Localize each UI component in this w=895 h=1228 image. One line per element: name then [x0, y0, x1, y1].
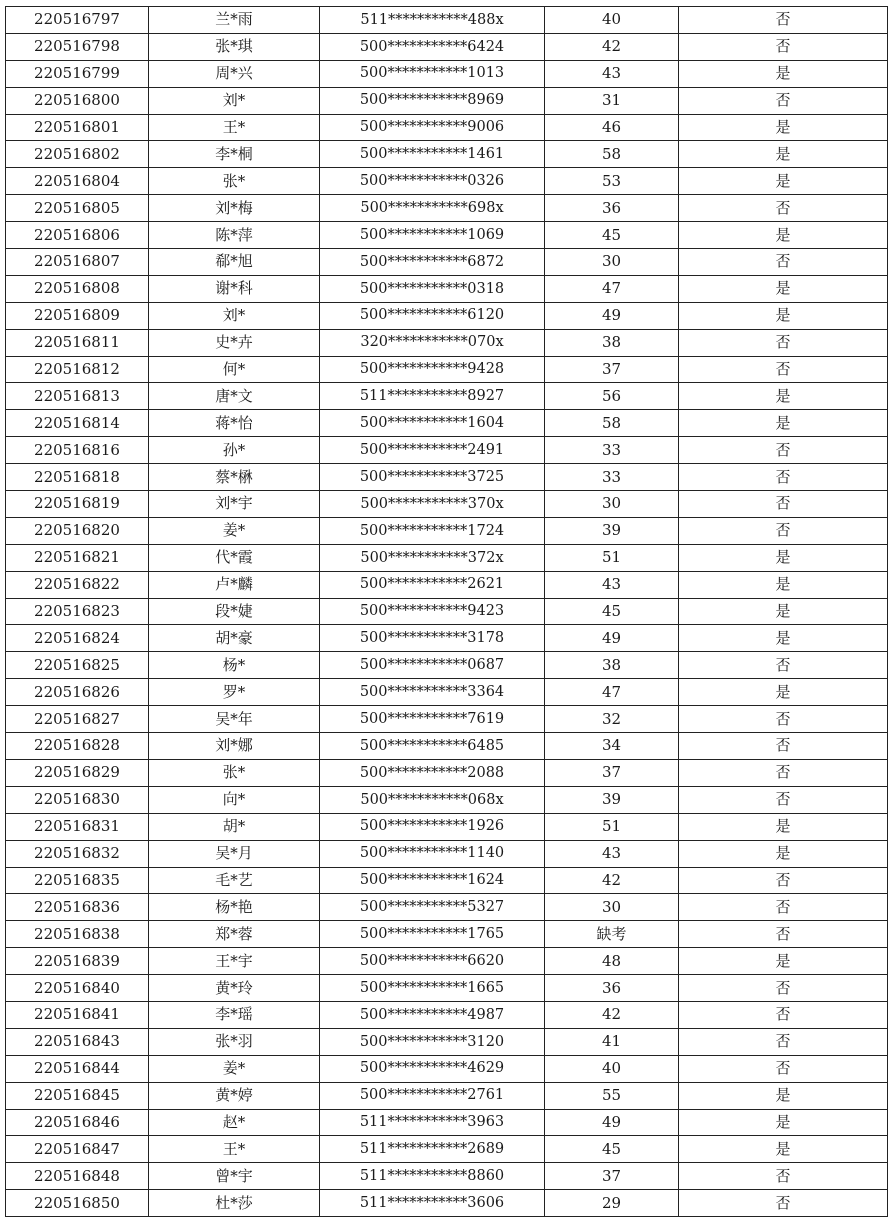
id-card-cell: 500***********1926 [320, 813, 545, 840]
table-row [6, 813, 888, 840]
qualified-cell: 是 [679, 571, 888, 598]
id-card-cell: 500***********1724 [320, 517, 545, 544]
qualified-cell: 否 [679, 1055, 888, 1082]
table-row [6, 195, 888, 222]
name-cell: 黄*玲 [149, 975, 320, 1002]
exam-number-cell: 220516798 [6, 33, 149, 60]
exam-number-cell: 220516811 [6, 329, 149, 356]
exam-number-cell: 220516845 [6, 1082, 149, 1109]
table-row [6, 948, 888, 975]
score-cell: 51 [545, 813, 679, 840]
qualified-cell: 否 [679, 517, 888, 544]
exam-number-cell: 220516848 [6, 1163, 149, 1190]
score-cell: 42 [545, 1001, 679, 1028]
exam-number-cell: 220516800 [6, 87, 149, 114]
table-row [6, 302, 888, 329]
name-cell: 杜*莎 [149, 1190, 320, 1217]
id-card-cell: 500***********1765 [320, 921, 545, 948]
score-cell: 37 [545, 356, 679, 383]
id-card-cell: 511***********3963 [320, 1109, 545, 1136]
exam-number-cell: 220516829 [6, 759, 149, 786]
name-cell: 段*婕 [149, 598, 320, 625]
score-cell: 51 [545, 544, 679, 571]
table-row [6, 975, 888, 1002]
table-row [6, 706, 888, 733]
table-row [6, 249, 888, 276]
exam-number-cell: 220516847 [6, 1136, 149, 1163]
results-table [5, 6, 888, 1217]
name-cell: 王* [149, 114, 320, 141]
table-row [6, 759, 888, 786]
qualified-cell: 是 [679, 302, 888, 329]
exam-number-cell: 220516814 [6, 410, 149, 437]
id-card-cell: 500***********3725 [320, 464, 545, 491]
score-cell: 43 [545, 571, 679, 598]
score-cell: 30 [545, 894, 679, 921]
name-cell: 吴*月 [149, 840, 320, 867]
id-card-cell: 500***********1461 [320, 141, 545, 168]
exam-number-cell: 220516799 [6, 60, 149, 87]
id-card-cell: 500***********1624 [320, 867, 545, 894]
name-cell: 张* [149, 759, 320, 786]
score-cell: 缺考 [545, 921, 679, 948]
exam-number-cell: 220516832 [6, 840, 149, 867]
name-cell: 刘*娜 [149, 733, 320, 760]
name-cell: 张* [149, 168, 320, 195]
name-cell: 李*瑶 [149, 1001, 320, 1028]
table-row [6, 1055, 888, 1082]
exam-number-cell: 220516841 [6, 1001, 149, 1028]
score-cell: 39 [545, 517, 679, 544]
exam-number-cell: 220516840 [6, 975, 149, 1002]
exam-number-cell: 220516838 [6, 921, 149, 948]
id-card-cell: 500***********068x [320, 786, 545, 813]
score-cell: 49 [545, 302, 679, 329]
id-card-cell: 500***********3364 [320, 679, 545, 706]
score-cell: 36 [545, 195, 679, 222]
qualified-cell: 否 [679, 249, 888, 276]
qualified-cell: 否 [679, 894, 888, 921]
exam-number-cell: 220516797 [6, 7, 149, 34]
id-card-cell: 500***********5327 [320, 894, 545, 921]
table-row [6, 1109, 888, 1136]
score-cell: 42 [545, 33, 679, 60]
name-cell: 毛*艺 [149, 867, 320, 894]
qualified-cell: 是 [679, 275, 888, 302]
qualified-cell: 否 [679, 759, 888, 786]
table-row [6, 383, 888, 410]
id-card-cell: 500***********2621 [320, 571, 545, 598]
id-card-cell: 500***********6120 [320, 302, 545, 329]
table-row [6, 7, 888, 34]
name-cell: 史*卉 [149, 329, 320, 356]
score-cell: 49 [545, 625, 679, 652]
table-row [6, 329, 888, 356]
table-row [6, 168, 888, 195]
qualified-cell: 是 [679, 168, 888, 195]
table-row [6, 141, 888, 168]
score-cell: 43 [545, 60, 679, 87]
exam-number-cell: 220516830 [6, 786, 149, 813]
table-row [6, 786, 888, 813]
score-cell: 30 [545, 491, 679, 518]
exam-number-cell: 220516820 [6, 517, 149, 544]
id-card-cell: 320***********070x [320, 329, 545, 356]
qualified-cell: 否 [679, 733, 888, 760]
name-cell: 卢*麟 [149, 571, 320, 598]
qualified-cell: 是 [679, 383, 888, 410]
score-cell: 30 [545, 249, 679, 276]
score-cell: 47 [545, 275, 679, 302]
id-card-cell: 500***********2088 [320, 759, 545, 786]
name-cell: 李*桐 [149, 141, 320, 168]
name-cell: 孙* [149, 437, 320, 464]
qualified-cell: 是 [679, 141, 888, 168]
table-row [6, 60, 888, 87]
score-cell: 31 [545, 87, 679, 114]
score-cell: 55 [545, 1082, 679, 1109]
id-card-cell: 500***********1140 [320, 840, 545, 867]
id-card-cell: 500***********9423 [320, 598, 545, 625]
qualified-cell: 否 [679, 867, 888, 894]
table-row [6, 491, 888, 518]
table-row [6, 679, 888, 706]
qualified-cell: 是 [679, 598, 888, 625]
exam-number-cell: 220516839 [6, 948, 149, 975]
name-cell: 张*羽 [149, 1028, 320, 1055]
exam-number-cell: 220516807 [6, 249, 149, 276]
qualified-cell: 是 [679, 1136, 888, 1163]
id-card-cell: 500***********370x [320, 491, 545, 518]
exam-number-cell: 220516822 [6, 571, 149, 598]
name-cell: 兰*雨 [149, 7, 320, 34]
score-cell: 43 [545, 840, 679, 867]
qualified-cell: 是 [679, 114, 888, 141]
table-row [6, 1190, 888, 1217]
id-card-cell: 500***********3120 [320, 1028, 545, 1055]
qualified-cell: 是 [679, 60, 888, 87]
qualified-cell: 是 [679, 410, 888, 437]
exam-number-cell: 220516806 [6, 222, 149, 249]
qualified-cell: 否 [679, 921, 888, 948]
exam-number-cell: 220516808 [6, 275, 149, 302]
id-card-cell: 500***********1013 [320, 60, 545, 87]
table-row [6, 1163, 888, 1190]
table-row [6, 87, 888, 114]
exam-number-cell: 220516850 [6, 1190, 149, 1217]
table-row [6, 867, 888, 894]
score-cell: 58 [545, 141, 679, 168]
exam-number-cell: 220516809 [6, 302, 149, 329]
score-cell: 53 [545, 168, 679, 195]
name-cell: 赵* [149, 1109, 320, 1136]
qualified-cell: 否 [679, 1028, 888, 1055]
id-card-cell: 500***********0326 [320, 168, 545, 195]
qualified-cell: 否 [679, 464, 888, 491]
score-cell: 38 [545, 652, 679, 679]
name-cell: 姜* [149, 1055, 320, 1082]
name-cell: 郗*旭 [149, 249, 320, 276]
name-cell: 谢*科 [149, 275, 320, 302]
name-cell: 何* [149, 356, 320, 383]
exam-number-cell: 220516805 [6, 195, 149, 222]
score-cell: 37 [545, 759, 679, 786]
id-card-cell: 511***********8927 [320, 383, 545, 410]
score-cell: 34 [545, 733, 679, 760]
exam-number-cell: 220516828 [6, 733, 149, 760]
name-cell: 吴*年 [149, 706, 320, 733]
exam-number-cell: 220516823 [6, 598, 149, 625]
qualified-cell: 否 [679, 7, 888, 34]
exam-number-cell: 220516835 [6, 867, 149, 894]
score-cell: 45 [545, 598, 679, 625]
name-cell: 向* [149, 786, 320, 813]
table-row [6, 625, 888, 652]
table-row [6, 1001, 888, 1028]
qualified-cell: 是 [679, 1082, 888, 1109]
name-cell: 胡* [149, 813, 320, 840]
id-card-cell: 500***********3178 [320, 625, 545, 652]
name-cell: 代*霞 [149, 544, 320, 571]
qualified-cell: 否 [679, 87, 888, 114]
table-row [6, 464, 888, 491]
name-cell: 胡*豪 [149, 625, 320, 652]
name-cell: 王* [149, 1136, 320, 1163]
id-card-cell: 511***********8860 [320, 1163, 545, 1190]
score-cell: 45 [545, 222, 679, 249]
id-card-cell: 500***********8969 [320, 87, 545, 114]
score-cell: 38 [545, 329, 679, 356]
id-card-cell: 500***********372x [320, 544, 545, 571]
exam-number-cell: 220516821 [6, 544, 149, 571]
id-card-cell: 500***********1069 [320, 222, 545, 249]
table-row [6, 733, 888, 760]
exam-number-cell: 220516827 [6, 706, 149, 733]
qualified-cell: 否 [679, 706, 888, 733]
table-row [6, 275, 888, 302]
id-card-cell: 500***********6485 [320, 733, 545, 760]
score-cell: 41 [545, 1028, 679, 1055]
id-card-cell: 500***********4629 [320, 1055, 545, 1082]
table-row [6, 517, 888, 544]
id-card-cell: 500***********0687 [320, 652, 545, 679]
qualified-cell: 否 [679, 33, 888, 60]
table-row [6, 410, 888, 437]
qualified-cell: 是 [679, 625, 888, 652]
table-row [6, 571, 888, 598]
name-cell: 刘*梅 [149, 195, 320, 222]
name-cell: 刘*宇 [149, 491, 320, 518]
table-row [6, 894, 888, 921]
name-cell: 蔡*楙 [149, 464, 320, 491]
qualified-cell: 是 [679, 948, 888, 975]
name-cell: 刘* [149, 302, 320, 329]
id-card-cell: 511***********3606 [320, 1190, 545, 1217]
exam-number-cell: 220516843 [6, 1028, 149, 1055]
qualified-cell: 否 [679, 652, 888, 679]
exam-number-cell: 220516844 [6, 1055, 149, 1082]
qualified-cell: 否 [679, 491, 888, 518]
score-cell: 37 [545, 1163, 679, 1190]
exam-number-cell: 220516813 [6, 383, 149, 410]
exam-number-cell: 220516802 [6, 141, 149, 168]
score-cell: 49 [545, 1109, 679, 1136]
name-cell: 姜* [149, 517, 320, 544]
name-cell: 王*宇 [149, 948, 320, 975]
results-table-body [6, 7, 888, 1217]
score-cell: 33 [545, 464, 679, 491]
exam-number-cell: 220516826 [6, 679, 149, 706]
id-card-cell: 500***********7619 [320, 706, 545, 733]
exam-number-cell: 220516812 [6, 356, 149, 383]
score-cell: 32 [545, 706, 679, 733]
table-row [6, 652, 888, 679]
table-row [6, 114, 888, 141]
qualified-cell: 否 [679, 1190, 888, 1217]
id-card-cell: 500***********6620 [320, 948, 545, 975]
qualified-cell: 是 [679, 679, 888, 706]
id-card-cell: 500***********1665 [320, 975, 545, 1002]
score-cell: 40 [545, 7, 679, 34]
table-row [6, 222, 888, 249]
qualified-cell: 是 [679, 222, 888, 249]
qualified-cell: 是 [679, 813, 888, 840]
score-cell: 33 [545, 437, 679, 464]
score-cell: 56 [545, 383, 679, 410]
table-row [6, 544, 888, 571]
exam-number-cell: 220516846 [6, 1109, 149, 1136]
id-card-cell: 511***********488x [320, 7, 545, 34]
id-card-cell: 500***********9428 [320, 356, 545, 383]
qualified-cell: 否 [679, 329, 888, 356]
exam-number-cell: 220516804 [6, 168, 149, 195]
table-row [6, 33, 888, 60]
id-card-cell: 500***********1604 [320, 410, 545, 437]
name-cell: 张*琪 [149, 33, 320, 60]
name-cell: 罗* [149, 679, 320, 706]
id-card-cell: 500***********9006 [320, 114, 545, 141]
name-cell: 曾*宇 [149, 1163, 320, 1190]
exam-number-cell: 220516801 [6, 114, 149, 141]
id-card-cell: 500***********6424 [320, 33, 545, 60]
qualified-cell: 否 [679, 437, 888, 464]
id-card-cell: 500***********4987 [320, 1001, 545, 1028]
table-row [6, 356, 888, 383]
qualified-cell: 是 [679, 1109, 888, 1136]
table-row [6, 921, 888, 948]
qualified-cell: 否 [679, 1163, 888, 1190]
table-row [6, 1136, 888, 1163]
exam-number-cell: 220516825 [6, 652, 149, 679]
qualified-cell: 否 [679, 356, 888, 383]
score-cell: 36 [545, 975, 679, 1002]
table-row [6, 598, 888, 625]
exam-number-cell: 220516831 [6, 813, 149, 840]
exam-number-cell: 220516819 [6, 491, 149, 518]
table-row [6, 840, 888, 867]
qualified-cell: 否 [679, 1001, 888, 1028]
score-cell: 40 [545, 1055, 679, 1082]
score-cell: 29 [545, 1190, 679, 1217]
name-cell: 黄*婷 [149, 1082, 320, 1109]
id-card-cell: 500***********0318 [320, 275, 545, 302]
qualified-cell: 否 [679, 975, 888, 1002]
id-card-cell: 500***********2761 [320, 1082, 545, 1109]
exam-number-cell: 220516816 [6, 437, 149, 464]
exam-number-cell: 220516824 [6, 625, 149, 652]
table-row [6, 437, 888, 464]
name-cell: 刘* [149, 87, 320, 114]
score-cell: 48 [545, 948, 679, 975]
name-cell: 杨* [149, 652, 320, 679]
id-card-cell: 500***********698x [320, 195, 545, 222]
name-cell: 陈*萍 [149, 222, 320, 249]
score-cell: 39 [545, 786, 679, 813]
name-cell: 郑*蓉 [149, 921, 320, 948]
qualified-cell: 否 [679, 786, 888, 813]
name-cell: 唐*文 [149, 383, 320, 410]
score-cell: 46 [545, 114, 679, 141]
table-row [6, 1028, 888, 1055]
name-cell: 杨*艳 [149, 894, 320, 921]
qualified-cell: 是 [679, 544, 888, 571]
id-card-cell: 500***********6872 [320, 249, 545, 276]
exam-number-cell: 220516818 [6, 464, 149, 491]
id-card-cell: 511***********2689 [320, 1136, 545, 1163]
score-cell: 45 [545, 1136, 679, 1163]
score-cell: 47 [545, 679, 679, 706]
qualified-cell: 否 [679, 195, 888, 222]
name-cell: 周*兴 [149, 60, 320, 87]
exam-number-cell: 220516836 [6, 894, 149, 921]
qualified-cell: 是 [679, 840, 888, 867]
name-cell: 蒋*怡 [149, 410, 320, 437]
id-card-cell: 500***********2491 [320, 437, 545, 464]
table-row [6, 1082, 888, 1109]
score-cell: 42 [545, 867, 679, 894]
score-cell: 58 [545, 410, 679, 437]
